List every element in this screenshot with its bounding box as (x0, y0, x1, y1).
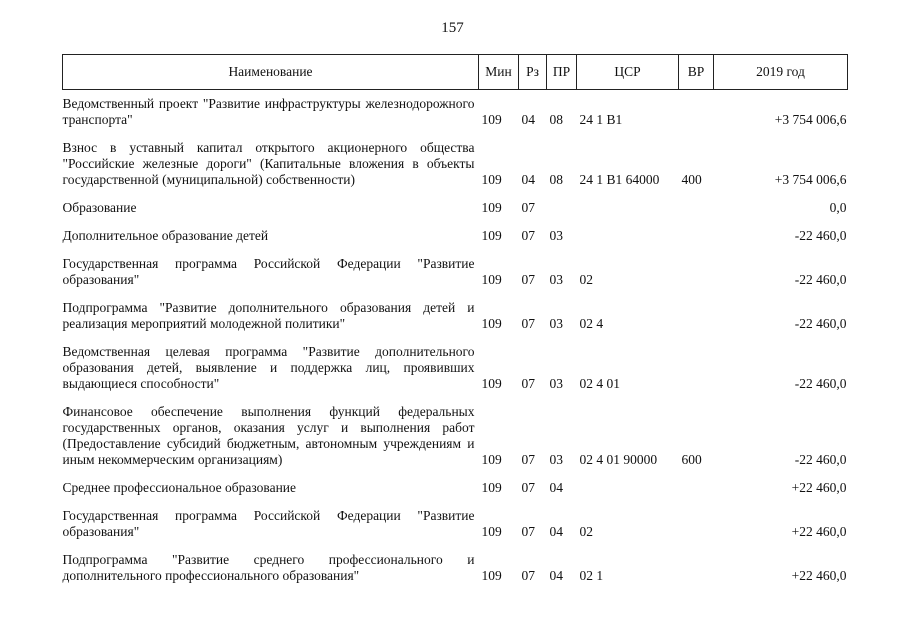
row-amount: -22 460,0 (794, 316, 847, 331)
row-rz: 07 (521, 480, 535, 495)
row-csr: 02 4 01 90000 (579, 452, 658, 467)
table-row (63, 222, 848, 250)
row-min: 109 (481, 452, 502, 467)
row-csr: 02 4 (579, 316, 604, 331)
row-vr: 400 (681, 172, 702, 187)
table-row (63, 90, 848, 135)
row-csr: 02 4 01 (579, 376, 620, 391)
table-row (63, 398, 848, 474)
row-csr: 24 1 B1 64000 (579, 172, 660, 187)
row-csr: 02 1 (579, 568, 604, 583)
row-rz: 07 (521, 524, 535, 539)
header-name: Наименование (63, 55, 479, 90)
table-row (63, 134, 848, 194)
row-rz: 07 (521, 272, 535, 287)
row-name: Государственная программа Российской Федерации "Развитие образования" (62, 256, 475, 287)
row-amount: -22 460,0 (794, 228, 847, 243)
table-row (63, 474, 848, 502)
budget-table (62, 54, 848, 590)
row-csr: 02 (579, 524, 593, 539)
row-name: Ведомственная целевая программа "Развитие дополнительного образования детей, выявление и поддержка лиц, проявивших выдающиеся способности" (62, 344, 475, 391)
row-rz: 07 (521, 316, 535, 331)
row-csr (577, 222, 679, 250)
table-row (63, 546, 848, 590)
row-pr: 08 (549, 112, 563, 127)
row-min: 109 (481, 172, 502, 187)
table-body (63, 90, 848, 591)
table-row (63, 194, 848, 222)
row-rz: 07 (521, 376, 535, 391)
row-min: 109 (481, 228, 502, 243)
row-rz: 07 (521, 568, 535, 583)
row-pr: 04 (549, 480, 563, 495)
table-row (63, 502, 848, 546)
header-year: 2019 год (714, 55, 848, 90)
row-vr (679, 250, 714, 294)
row-amount: +22 460,0 (791, 568, 847, 583)
row-name: Финансовое обеспечение выполнения функций федеральных государственных органов, оказания услуг и выполнения работ (Предоставление субсидий бюджетным, автономным учреждениям и иным некоммерческим организациям) (62, 404, 475, 467)
row-name: Государственная программа Российской Федерации "Развитие образования" (62, 508, 475, 539)
row-vr (679, 474, 714, 502)
row-vr (679, 502, 714, 546)
row-csr: 24 1 B1 (579, 112, 623, 127)
row-rz: 07 (521, 200, 535, 215)
row-pr: 08 (549, 172, 563, 187)
row-vr (679, 90, 714, 135)
row-min: 109 (481, 568, 502, 583)
row-amount: +22 460,0 (791, 480, 847, 495)
row-vr (679, 338, 714, 398)
row-csr (577, 474, 679, 502)
row-pr: 04 (549, 568, 563, 583)
row-name: Ведомственный проект "Развитие инфраструктуры железнодорожного транспорта" (62, 96, 475, 127)
row-name: Образование (62, 200, 137, 215)
row-pr: 03 (549, 228, 563, 243)
row-csr: 02 (579, 272, 593, 287)
row-vr (679, 194, 714, 222)
row-min: 109 (481, 316, 502, 331)
row-rz: 07 (521, 228, 535, 243)
row-name: Взнос в уставный капитал открытого акционерного общества "Российские железные дороги" (Капитальные вложения в объекты государственной (муниципальной) собственности) (62, 140, 475, 187)
row-pr: 03 (549, 316, 563, 331)
row-min: 109 (481, 272, 502, 287)
row-pr (547, 194, 577, 222)
row-name: Среднее профессиональное образование (62, 480, 297, 495)
row-amount: 0,0 (829, 200, 847, 215)
table-header-row (63, 55, 848, 90)
page-number: 157 (441, 20, 464, 36)
row-csr (577, 194, 679, 222)
row-vr (679, 294, 714, 338)
row-name: Подпрограмма "Развитие среднего профессионального и дополнительного профессионального образования" (62, 552, 475, 583)
row-min: 109 (481, 376, 502, 391)
row-name: Подпрограмма "Развитие дополнительного образования детей и реализация мероприятий молодежной политики" (62, 300, 475, 331)
row-amount: -22 460,0 (794, 272, 847, 287)
header-min: Мин (479, 55, 519, 90)
row-min: 109 (481, 480, 502, 495)
row-min: 109 (481, 524, 502, 539)
header-rz: Рз (519, 55, 547, 90)
header-csr: ЦСР (577, 55, 679, 90)
table-row (63, 294, 848, 338)
row-amount: +22 460,0 (791, 524, 847, 539)
row-name: Дополнительное образование детей (62, 228, 269, 243)
table-row (63, 250, 848, 294)
row-min: 109 (481, 112, 502, 127)
row-pr: 03 (549, 376, 563, 391)
row-min: 109 (481, 200, 502, 215)
row-vr: 600 (681, 452, 702, 467)
row-vr (679, 222, 714, 250)
row-amount: -22 460,0 (794, 376, 847, 391)
row-pr: 04 (549, 524, 563, 539)
row-vr (679, 546, 714, 590)
row-amount: +3 754 006,6 (774, 112, 847, 127)
row-rz: 04 (521, 172, 535, 187)
header-pr: ПР (547, 55, 577, 90)
table-row (63, 338, 848, 398)
row-pr: 03 (549, 452, 563, 467)
row-rz: 07 (521, 452, 535, 467)
row-amount: -22 460,0 (794, 452, 847, 467)
row-amount: +3 754 006,6 (774, 172, 847, 187)
row-rz: 04 (521, 112, 535, 127)
header-vr: ВР (679, 55, 714, 90)
row-pr: 03 (549, 272, 563, 287)
